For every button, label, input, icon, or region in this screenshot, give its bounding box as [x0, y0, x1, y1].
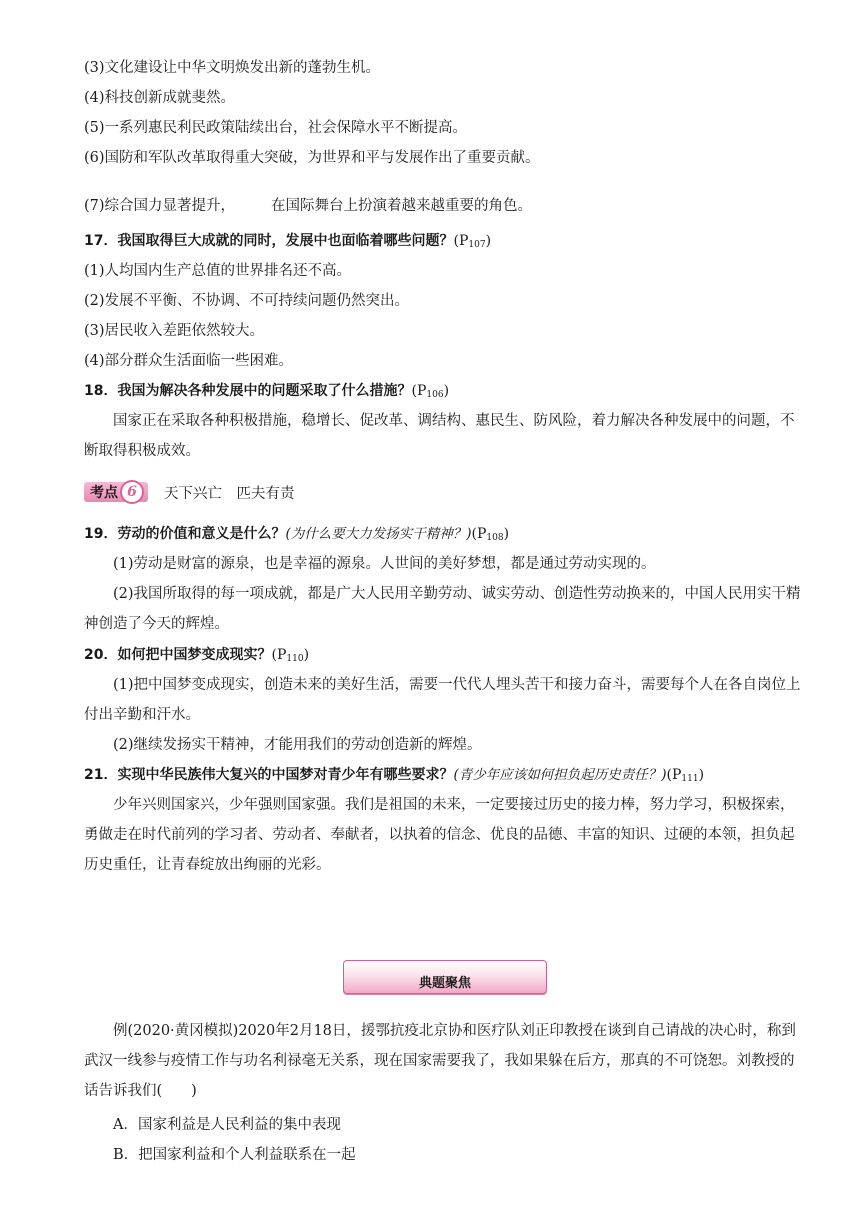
- section-banner: [343, 960, 547, 994]
- answer-line: (1)人均国内生产总值的世界排名还不高。: [84, 263, 352, 279]
- kaodian-badge: 考点 6: [84, 482, 148, 502]
- question-18: [84, 381, 808, 405]
- answer-paragraph: (1)劳动是财富的源泉，也是幸福的源泉。人世间的美好梦想，都是通过劳动实现的。: [113, 556, 656, 572]
- answer-line: (3)居民收入差距依然较大。: [84, 323, 265, 339]
- answer-paragraph: 少年兴则国家兴，少年强则国家强。我们是祖国的未来，一定要接过历史的接力棒，努力学习，积极探索，勇做走在时代前列的学习者、劳动者、奉献者，以执着的信念、优良的品德、丰富的知识、过硬的本领，担负起历史重任，让青春绽放出绚丽的光彩。: [84, 797, 795, 873]
- page-ref: $(P_{111})$: [666, 767, 705, 784]
- kaodian-title: 天下兴亡 匹夫有责: [164, 485, 295, 502]
- answer-line: (2)发展不平衡、不协调、不可持续问题仍然突出。: [84, 293, 410, 309]
- question-20: [84, 645, 808, 669]
- kaodian-header: [84, 480, 295, 504]
- page-ref: $(P_{106})$: [411, 383, 450, 400]
- option-b: B．把国家利益和个人利益联系在一起: [113, 1147, 356, 1163]
- question-17: [84, 231, 808, 255]
- kaodian-number: 6: [120, 480, 144, 504]
- answer-paragraph: (1)把中国梦变成现实，创造未来的美好生活，需要一代代人埋头苦干和接力奋斗，需要每个人在各自岗位上付出辛勤和汗水。: [84, 677, 801, 723]
- answer-paragraph: 国家正在采取各种积极措施，稳增长、促改革、调结构、惠民生、防风险，着力解决各种发展中的问题，不断取得积极成效。: [84, 413, 795, 459]
- answer-paragraph: (2)我国所取得的每一项成就，都是广大人民用辛勤劳动、诚实劳动、创造性劳动换来的，中国人民用实干精神创造了今天的辉煌。: [84, 586, 801, 632]
- question-title: 20．如何把中国梦变成现实？: [84, 647, 272, 663]
- page-ref: $(P_{108})$: [471, 526, 510, 543]
- item7-part-a: (7)综合国力显著提升，: [84, 198, 236, 214]
- question-21: [84, 765, 808, 789]
- page-ref: $(P_{107})$: [453, 233, 492, 250]
- page-ref: $(P_{110})$: [271, 647, 310, 664]
- example-question: 例(2020·黄冈模拟)2020年2月18日，援鄂抗疫北京协和医疗队刘正印教授在谈到自己请战的决心时，称到武汉一线参与疫情工作与功名利禄毫无关系，现在国家需要我了，我如果躲在后方，那真的不可饶恕。刘教授的话告诉我们( ): [84, 1023, 796, 1099]
- question-title: 19．劳动的价值和意义是什么？: [84, 526, 286, 542]
- question-title: 17．我国取得巨大成就的同时，发展中也面临着哪些问题？: [84, 233, 454, 249]
- answer-line: (4)部分群众生活面临一些困难。: [84, 353, 294, 369]
- option-a: A．国家利益是人民利益的集中表现: [113, 1117, 341, 1133]
- question-title: 21．实现中华民族伟大复兴的中国梦对青少年有哪些要求？: [84, 767, 454, 783]
- list-item: (6)国防和军队改革取得重大突破，为世界和平与发展作出了重要贡献。: [84, 150, 540, 166]
- list-item: (5)一系列惠民利民政策陆续出台，社会保障水平不断提高。: [84, 120, 468, 136]
- item7-part-b: 在国际舞台上扮演着越来越重要的角色。: [271, 198, 533, 214]
- section-banner-label: 典题聚焦: [418, 976, 471, 991]
- question-note: (为什么要大力发扬实干精神？): [285, 526, 472, 542]
- answer-paragraph: (2)继续发扬实干精神，才能用我们的劳动创造新的辉煌。: [113, 737, 482, 753]
- list-item: (4)科技创新成就斐然。: [84, 90, 236, 106]
- list-item: [84, 196, 808, 216]
- question-note: (青少年应该如何担负起历史责任？): [453, 767, 667, 783]
- list-item: (3)文化建设让中华文明焕发出新的蓬勃生机。: [84, 60, 381, 76]
- question-title: 18．我国为解决各种发展中的问题采取了什么措施？: [84, 383, 412, 399]
- question-19: [84, 524, 808, 548]
